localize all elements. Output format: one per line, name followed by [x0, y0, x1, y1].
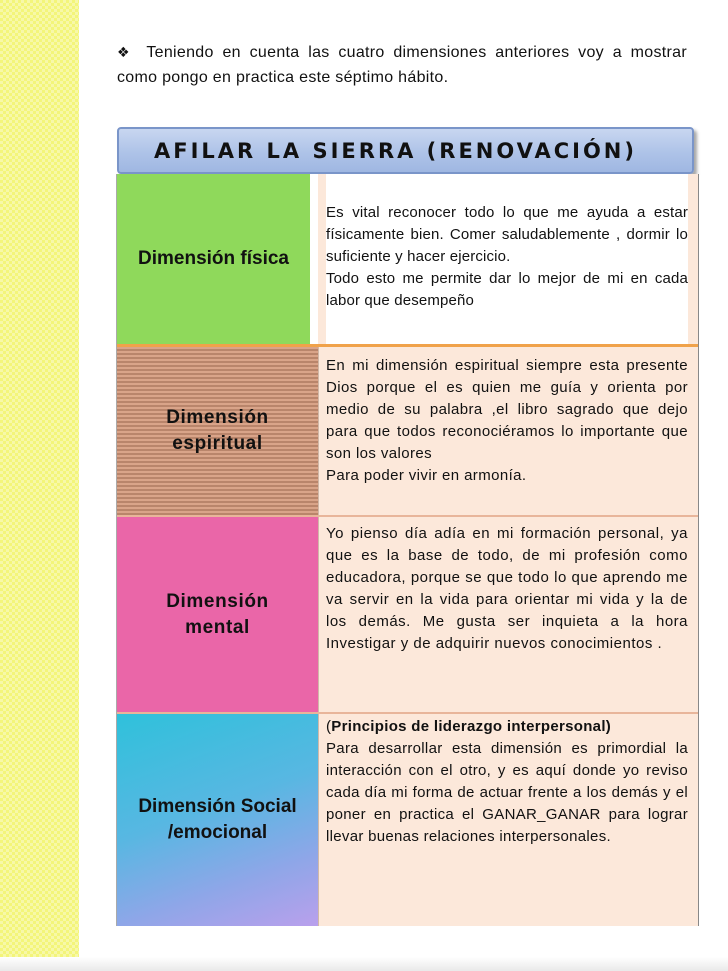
dimension-label: Dimensión física	[138, 248, 289, 269]
page-bottom-edge	[0, 957, 728, 971]
section-banner	[117, 127, 694, 174]
dimension-label-cell	[117, 517, 319, 712]
table-row-espiritual	[117, 347, 698, 517]
description-paragraph: Yo pienso día adía en mi formación personal, ya que es la base de todo, de mi profesión como educadora, porque se que todo lo que aprendo me va servir en la vida para orientar mi vida y la de los demás. Me gusta ser inquieta a la hora Investigar y de adquirir nuevos conocimientos .	[326, 525, 688, 652]
description-paragraph: Es vital reconocer todo lo que me ayuda a estar físicamente bien. Comer saludablemente , dormir lo suficiente y hacer ejercicio.	[326, 204, 688, 265]
dimension-label-cell	[117, 347, 319, 515]
description-heading	[326, 716, 688, 738]
table-row-mental	[117, 517, 698, 714]
description-paragraph: Todo esto me permite dar lo mejor de mi en cada labor que desempeño	[326, 270, 688, 309]
diamond-bullet-icon: ❖	[117, 44, 134, 60]
intro-paragraph	[117, 40, 687, 90]
dimension-label-cell	[117, 714, 319, 926]
dimension-label: Dimensión Social /emocional	[138, 796, 297, 843]
dimensions-table	[116, 174, 699, 926]
heading-paren: (	[326, 718, 332, 735]
table-row-social	[117, 714, 698, 926]
dimension-label: Dimensión mental	[166, 590, 269, 638]
banner-title: AFILAR LA SIERRA (RENOVACIÓN)	[154, 138, 637, 163]
description-paragraph: Para desarrollar esta dimensión es primordial la interacción con el otro, y es aquí donde yo reviso cada día mi forma de actuar frente a los demás y el poner en practica el GANAR_GANAR para lograr llevar buenas relaciones interpersonales.	[326, 740, 688, 845]
description-paragraph: En mi dimensión espiritual siempre esta presente Dios porque el es quien me guía y orienta por medio de su palabra ,el libro sagrado que dejo para que todos reconociéramos lo importante que son los valores	[326, 357, 688, 462]
dimension-label-cell	[117, 174, 318, 344]
heading-text: Principios de liderazgo interpersonal)	[331, 718, 612, 735]
decorative-side-strip	[0, 0, 79, 971]
dimension-description	[326, 347, 688, 515]
dimension-label: Dimensión espiritual	[166, 407, 269, 454]
table-row-fisica	[117, 174, 698, 347]
dimension-description	[326, 174, 688, 344]
description-paragraph: Para poder vivir en armonía.	[326, 467, 527, 484]
intro-text: Teniendo en cuenta las cuatro dimensiones anteriores voy a mostrar como pongo en practica este séptimo hábito.	[117, 44, 687, 86]
dimension-description	[326, 714, 688, 926]
dimension-description	[326, 517, 688, 712]
